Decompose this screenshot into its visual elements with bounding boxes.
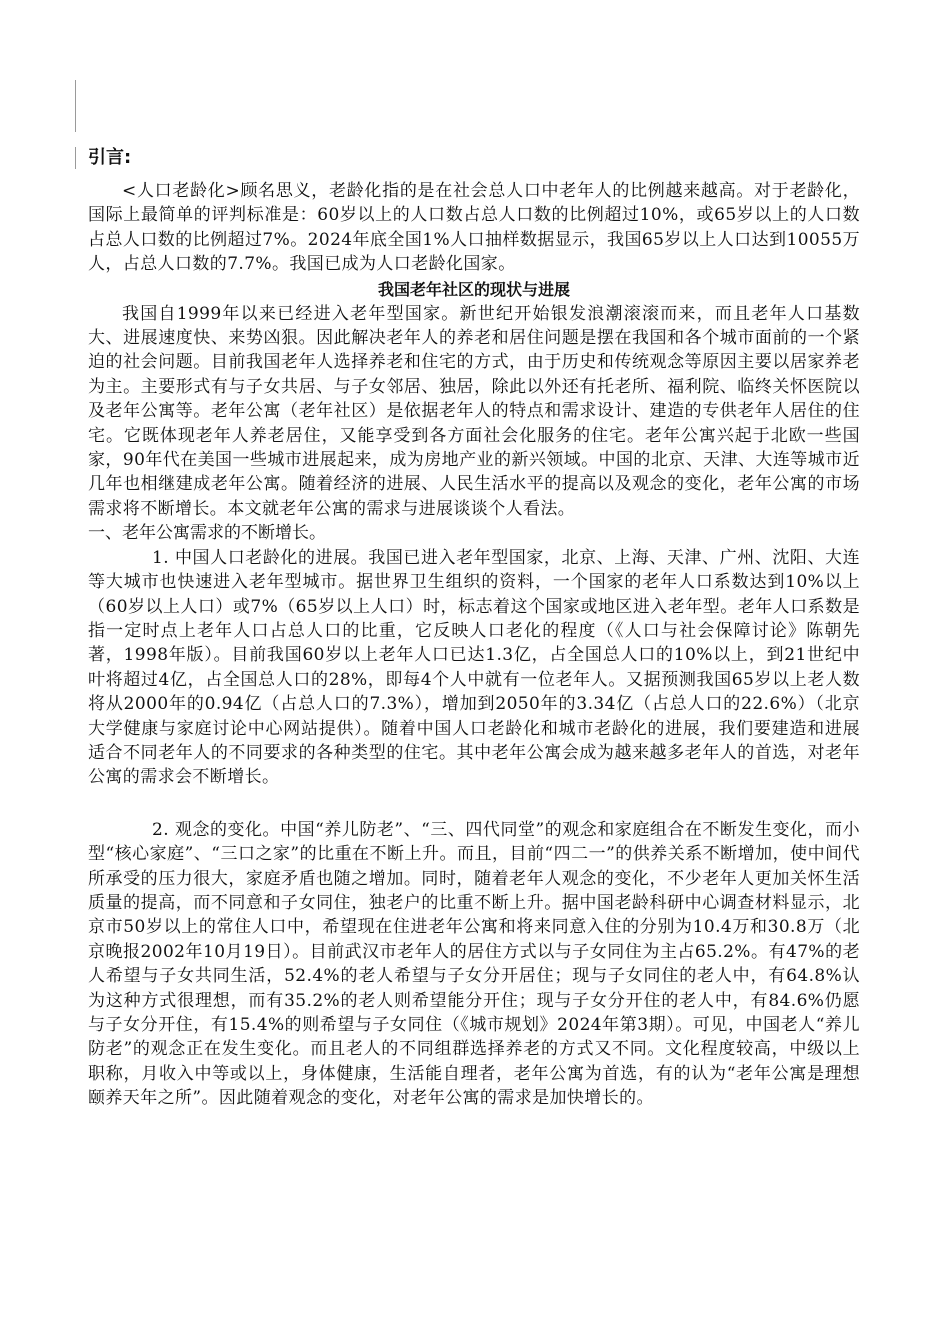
subheading-demand-growth: 一、老年公寓需求的不断增长。 bbox=[88, 523, 326, 544]
margin-rule-top bbox=[75, 80, 76, 132]
section-paragraph-1: 我国自1999年以来已经进入老年型国家。新世纪开始银发浪潮滚滚而来，而且老年人口基数大、进展速度快、来势凶狠。因此解决老年人的养老和居住问题是摆在我国和各个城市面前的一个紧迫的社会问题。目前我国老年人选择养老和住宅的方式，由于历史和传统观念等原因主要以居家养老为主。主要形式有与子女共居、与子女邻居、独居，除此以外还有托老所、福利院、临终关怀医院以及老年公寓等。老年公寓（老年社区）是依据老年人的特点和需求设计、建造的专供老年人居住的住宅。它既体现老年人养老居住，又能享受到各方面社会化服务的住宅。老年公寓兴起于北欧一些国家，90年代在美国一些城市进展起来，成为房地产业的新兴领域。中国的北京、天津、大连等城市近几年也相继建成老年公寓。随着经济的进展、人民生活水平的提高以及观念的变化，老年公寓的市场需求将不断增长。本文就老年公寓的需求与进展谈谈个人看法。 bbox=[88, 303, 860, 519]
section-title: 我国老年社区的现状与进展 bbox=[377, 279, 570, 299]
margin-rule-bottom bbox=[75, 147, 76, 169]
paragraph-gap bbox=[88, 790, 860, 818]
intro-heading: 引言: bbox=[88, 147, 132, 168]
intro-paragraph: <人口老龄化>顾名思义，老龄化指的是在社会总人口中老年人的比例越来越高。对于老龄化，国际上最简单的评判标准是：60岁以上的人口数占总人口数的比例超过10%，或65岁以上的人口数占总人口数的比例超过7%。2024年底全国1%人口抽样数据显示，我国65岁以上人口达到10055万人，占总人口数的7.7%。我国已成为人口老龄化国家。 bbox=[88, 181, 860, 275]
point-2-paragraph: 2. 观念的变化。中国“养儿防老”、“三、四代同堂”的观念和家庭组合在不断发生变化，而小型“核心家庭”、“三口之家”的比重在不断上升。而且，目前“四二一”的供养关系不断增加，使中间代所承受的压力很大，家庭矛盾也随之增加。同时，随着老年人观念的变化，不少老年人更加关怀生活质量的提高，而不同意和子女同住，独老户的比重不断上升。据中国老龄科研中心调查材料显示，北京市50岁以上的常住人口中，希望现在住进老年公寓和将来同意入住的分别为10.4万和30.8万（北京晚报2002年10月19日）。目前武汉市老年人的居住方式以与子女同住为主占65.2%。有47%的老人希望与子女共同生活，52.4%的老人希望与子女分开居住；现与子女同住的老人中，有64.8%认为这种方式很理想，而有35.2%的老人则希望能分开住；现与子女分开住的老人中，有84.6%仍愿与子女分开住，有15.4%的则希望与子女同住（《城市规划》2024年第3期）。可见，中国老人“养儿防老”的观念正在发生变化。而且老人的不同组群选择养老的方式又不同。文化程度较高，中级以上职称，月收入中等或以上，身体健康，生活能自理者，老年公寓为首选，有的认为“老年公寓是理想颐养天年之所”。因此随着观念的变化，对老年公寓的需求是加快增长的。 bbox=[88, 819, 860, 1109]
point-1-paragraph: 1. 中国人口老龄化的进展。我国已进入老年型国家，北京、上海、天津、广州、沈阳、大连等大城市也快速进入老年型城市。据世界卫生组织的资料，一个国家的老年人口系数达到10%以上（60岁以上人口）或7%（65岁以上人口）时，标志着这个国家或地区进入老年型。老年人口系数是指一定时点上老年人口占总人口的比重，它反映人口老化的程度（《人口与社会保障讨论》陈朝先著，1998年版）。目前我国60岁以上老年人口已达1.3亿，占全国总人口的10%以上，到21世纪中叶将超过4亿，占全国总人口的28%，即每4个人中就有一位老年人。又据预测我国65岁以上老人数将从2000年的0.94亿（占总人口的7.3%），增加到2050年的3.34亿（占总人口的22.6%）（北京大学健康与家庭讨论中心网站提供）。随着中国人口老龄化和城市老龄化的进展，我们要建造和进展适合不同老年人的不同要求的各种类型的住宅。其中老年公寓会成为越来越多老年人的首选，对老年公寓的需求会不断增长。 bbox=[88, 547, 860, 788]
document-page bbox=[88, 143, 860, 1111]
